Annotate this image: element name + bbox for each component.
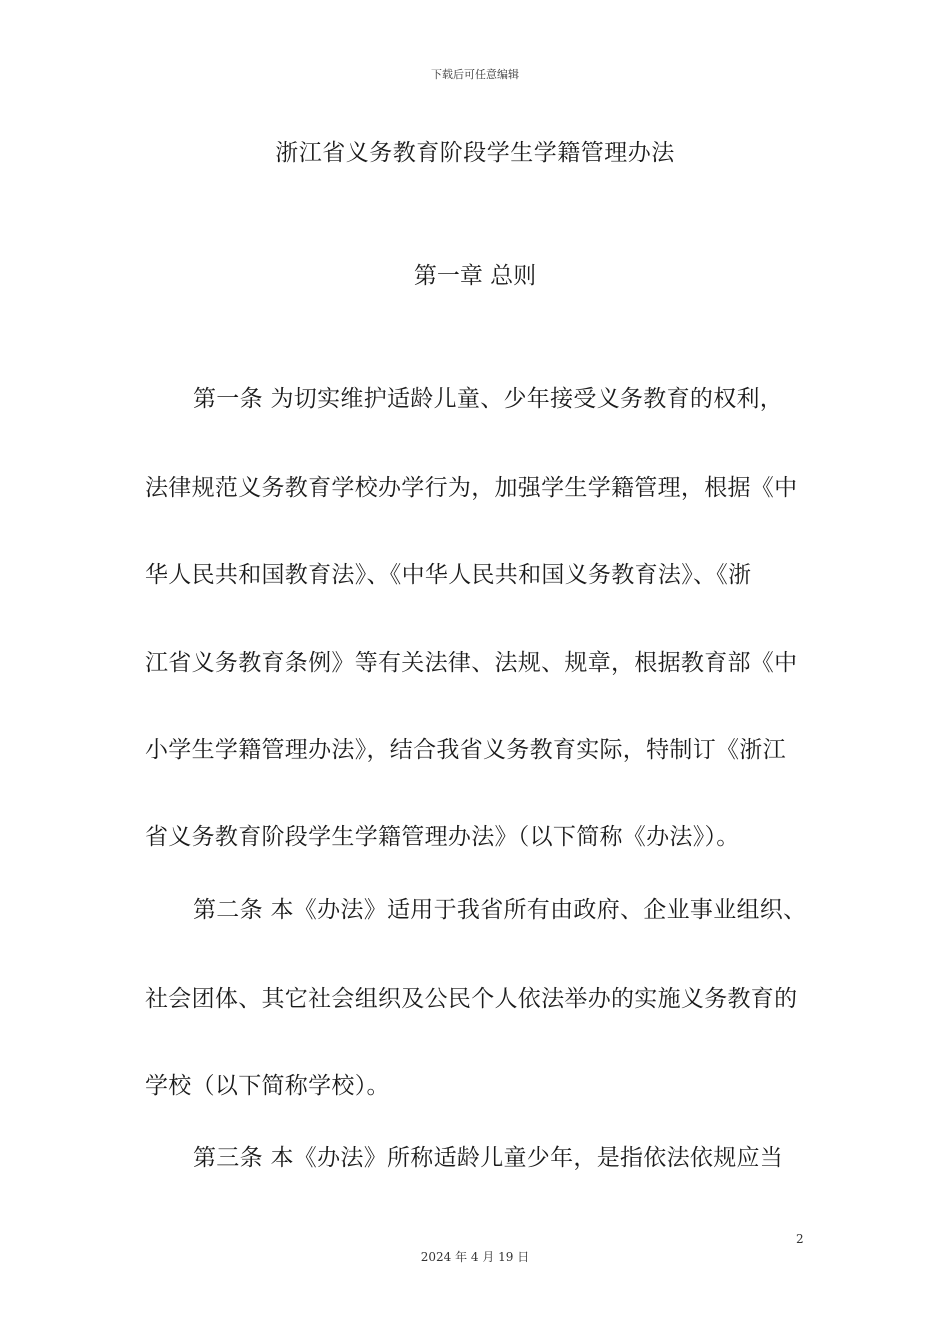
body-line: 省义务教育阶段学生学籍管理办法》（以下简称《办法》）。 (145, 824, 740, 850)
body-line: 社会团体、其它社会组织及公民个人依法举办的实施义务教育的 (145, 986, 798, 1012)
footer-date: 2024 年 4 月 19 日 (420, 1250, 530, 1264)
chapter-title: 第一章 总则 (413, 263, 537, 289)
body-line: 第二条 本《办法》适用于我省所有由政府、企业事业组织、 (193, 897, 807, 923)
body-line: 法律规范义务教育学校办学行为，加强学生学籍管理，根据《中 (145, 475, 798, 501)
body-line: 第三条 本《办法》所称适龄儿童少年，是指依法依规应当 (193, 1145, 784, 1171)
page-number: 2 (796, 1232, 804, 1246)
body-line: 第一条 为切实维护适龄儿童、少年接受义务教育的权利， (193, 386, 784, 412)
header-note: 下载后可任意编辑 (431, 68, 519, 81)
document-title: 浙江省义务教育阶段学生学籍管理办法 (275, 140, 675, 166)
body-line: 江省义务教育条例》等有关法律、法规、规章，根据教育部《中 (145, 650, 798, 676)
body-line: 小学生学籍管理办法》，结合我省义务教育实际，特制订《浙江 (145, 737, 786, 763)
body-line: 学校（以下简称学校）。 (145, 1073, 390, 1099)
body-line: 华人民共和国教育法》、《中华人民共和国义务教育法》、《浙 (145, 562, 752, 588)
